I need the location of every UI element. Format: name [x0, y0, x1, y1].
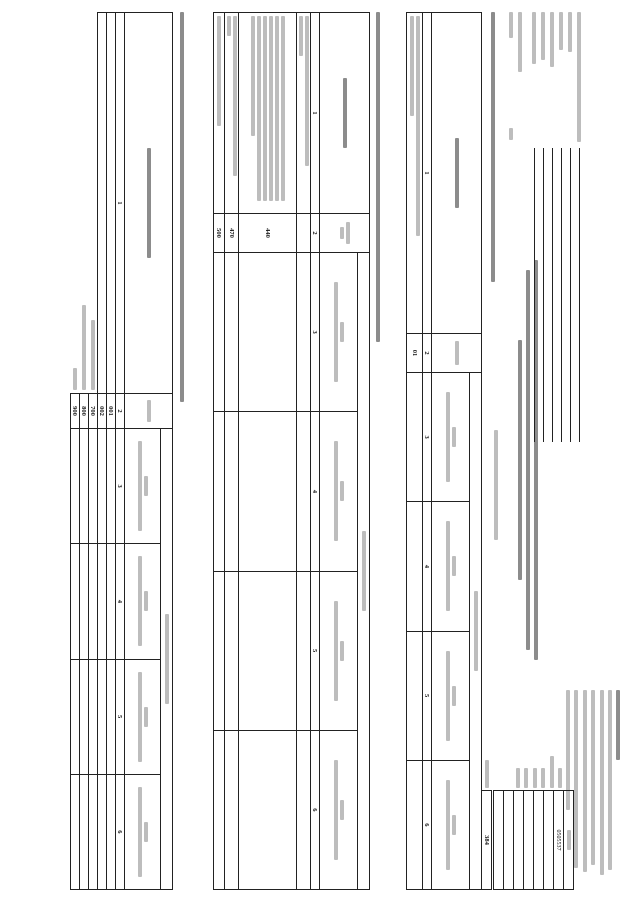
column-number: 2 [116, 394, 125, 429]
header-cell [432, 631, 470, 760]
value-cell [407, 760, 423, 889]
value-cell [225, 253, 239, 412]
code-cell [524, 791, 534, 890]
header-cell [125, 13, 173, 394]
value-cell [297, 253, 311, 412]
value-cell [239, 730, 297, 889]
header-cell [432, 13, 482, 334]
row-label [98, 13, 107, 394]
code-cell [544, 791, 554, 890]
row-label [407, 13, 423, 334]
value-cell [107, 774, 116, 889]
column-number: 1 [116, 13, 125, 394]
header-cell [470, 373, 482, 890]
codes-header [564, 791, 574, 890]
row-label [71, 13, 80, 394]
value-cell [239, 253, 297, 412]
line-code: 500 [214, 214, 225, 253]
value-cell [80, 774, 89, 889]
value-cell [71, 659, 80, 774]
header-cell [432, 502, 470, 631]
value-cell [98, 544, 107, 659]
value-cell [225, 412, 239, 571]
section2-title [178, 12, 186, 402]
value-cell [214, 253, 225, 412]
value-cell [107, 429, 116, 544]
value-cell [89, 774, 98, 889]
header-cell [358, 253, 370, 890]
column-number: 4 [311, 412, 320, 571]
header-cell [320, 571, 358, 730]
header-cell [125, 659, 161, 774]
column-number: 2 [423, 334, 432, 373]
column-number: 5 [311, 571, 320, 730]
row-label [225, 13, 239, 214]
header-cell [125, 429, 161, 544]
header-cell [432, 373, 470, 502]
column-number: 3 [116, 429, 125, 544]
value-cell [407, 502, 423, 631]
header-cell [320, 13, 370, 214]
column-number: 6 [311, 730, 320, 889]
header-cell [320, 412, 358, 571]
row-label [80, 13, 89, 394]
value-cell [239, 412, 297, 571]
okei-label [483, 748, 491, 788]
value-cell [407, 373, 423, 502]
header-cell [432, 334, 482, 373]
header-cell [432, 760, 470, 889]
header-cell [320, 214, 370, 253]
row-label [239, 13, 297, 214]
column-number: 3 [311, 253, 320, 412]
column-number: 4 [116, 544, 125, 659]
section1-1-table [213, 12, 370, 890]
header-cell [125, 544, 161, 659]
column-number: 1 [311, 13, 320, 214]
section1-table [406, 12, 482, 890]
code-cell [534, 791, 544, 890]
codes-labels [513, 740, 572, 788]
value-cell [71, 774, 80, 889]
section1-title [489, 12, 497, 282]
line-code: 01 [407, 334, 423, 373]
code-cell [494, 791, 504, 890]
section2-table [70, 12, 173, 890]
value-cell [71, 544, 80, 659]
row-label [89, 13, 98, 394]
row-label [214, 13, 225, 214]
value-cell [89, 544, 98, 659]
value-cell [71, 429, 80, 544]
value-cell [214, 730, 225, 889]
line-code: 470 [225, 214, 239, 253]
value-cell [107, 659, 116, 774]
line-code: 440 [239, 214, 297, 253]
line-code: 900 [71, 394, 80, 429]
section1-1-title [374, 12, 382, 342]
value-cell [98, 659, 107, 774]
row-label [107, 13, 116, 394]
code-cell [504, 791, 514, 890]
codes-box [493, 790, 574, 890]
value-cell [214, 412, 225, 571]
meta-fields [507, 12, 584, 442]
row-label [297, 13, 311, 214]
column-number: 5 [423, 631, 432, 760]
header-cell [125, 774, 161, 889]
line-code: 700 [89, 394, 98, 429]
okud-code: 0505537 [554, 791, 564, 890]
value-cell [89, 429, 98, 544]
okei-code: 384 [482, 791, 492, 890]
column-number: 5 [116, 659, 125, 774]
column-number: 3 [423, 373, 432, 502]
value-cell [214, 571, 225, 730]
column-number: 6 [423, 760, 432, 889]
column-number: 2 [311, 214, 320, 253]
header-cell [320, 730, 358, 889]
value-cell [297, 571, 311, 730]
column-number: 1 [423, 13, 432, 334]
value-cell [98, 774, 107, 889]
column-number: 4 [423, 502, 432, 631]
okei-box [481, 790, 492, 890]
value-cell [80, 659, 89, 774]
value-cell [407, 631, 423, 760]
code-cell [514, 791, 524, 890]
line-code: 002 [98, 394, 107, 429]
value-cell [239, 571, 297, 730]
value-cell [80, 544, 89, 659]
date-line [492, 430, 500, 570]
header-cell [320, 253, 358, 412]
value-cell [89, 659, 98, 774]
line-code: 800 [80, 394, 89, 429]
value-cell [80, 429, 89, 544]
column-number: 6 [116, 774, 125, 889]
header-cell [125, 394, 173, 429]
value-cell [98, 429, 107, 544]
value-cell [107, 544, 116, 659]
value-cell [225, 730, 239, 889]
header-cell [161, 429, 173, 890]
line-code [297, 214, 311, 253]
value-cell [297, 412, 311, 571]
value-cell [225, 571, 239, 730]
value-cell [297, 730, 311, 889]
line-code: 001 [107, 394, 116, 429]
